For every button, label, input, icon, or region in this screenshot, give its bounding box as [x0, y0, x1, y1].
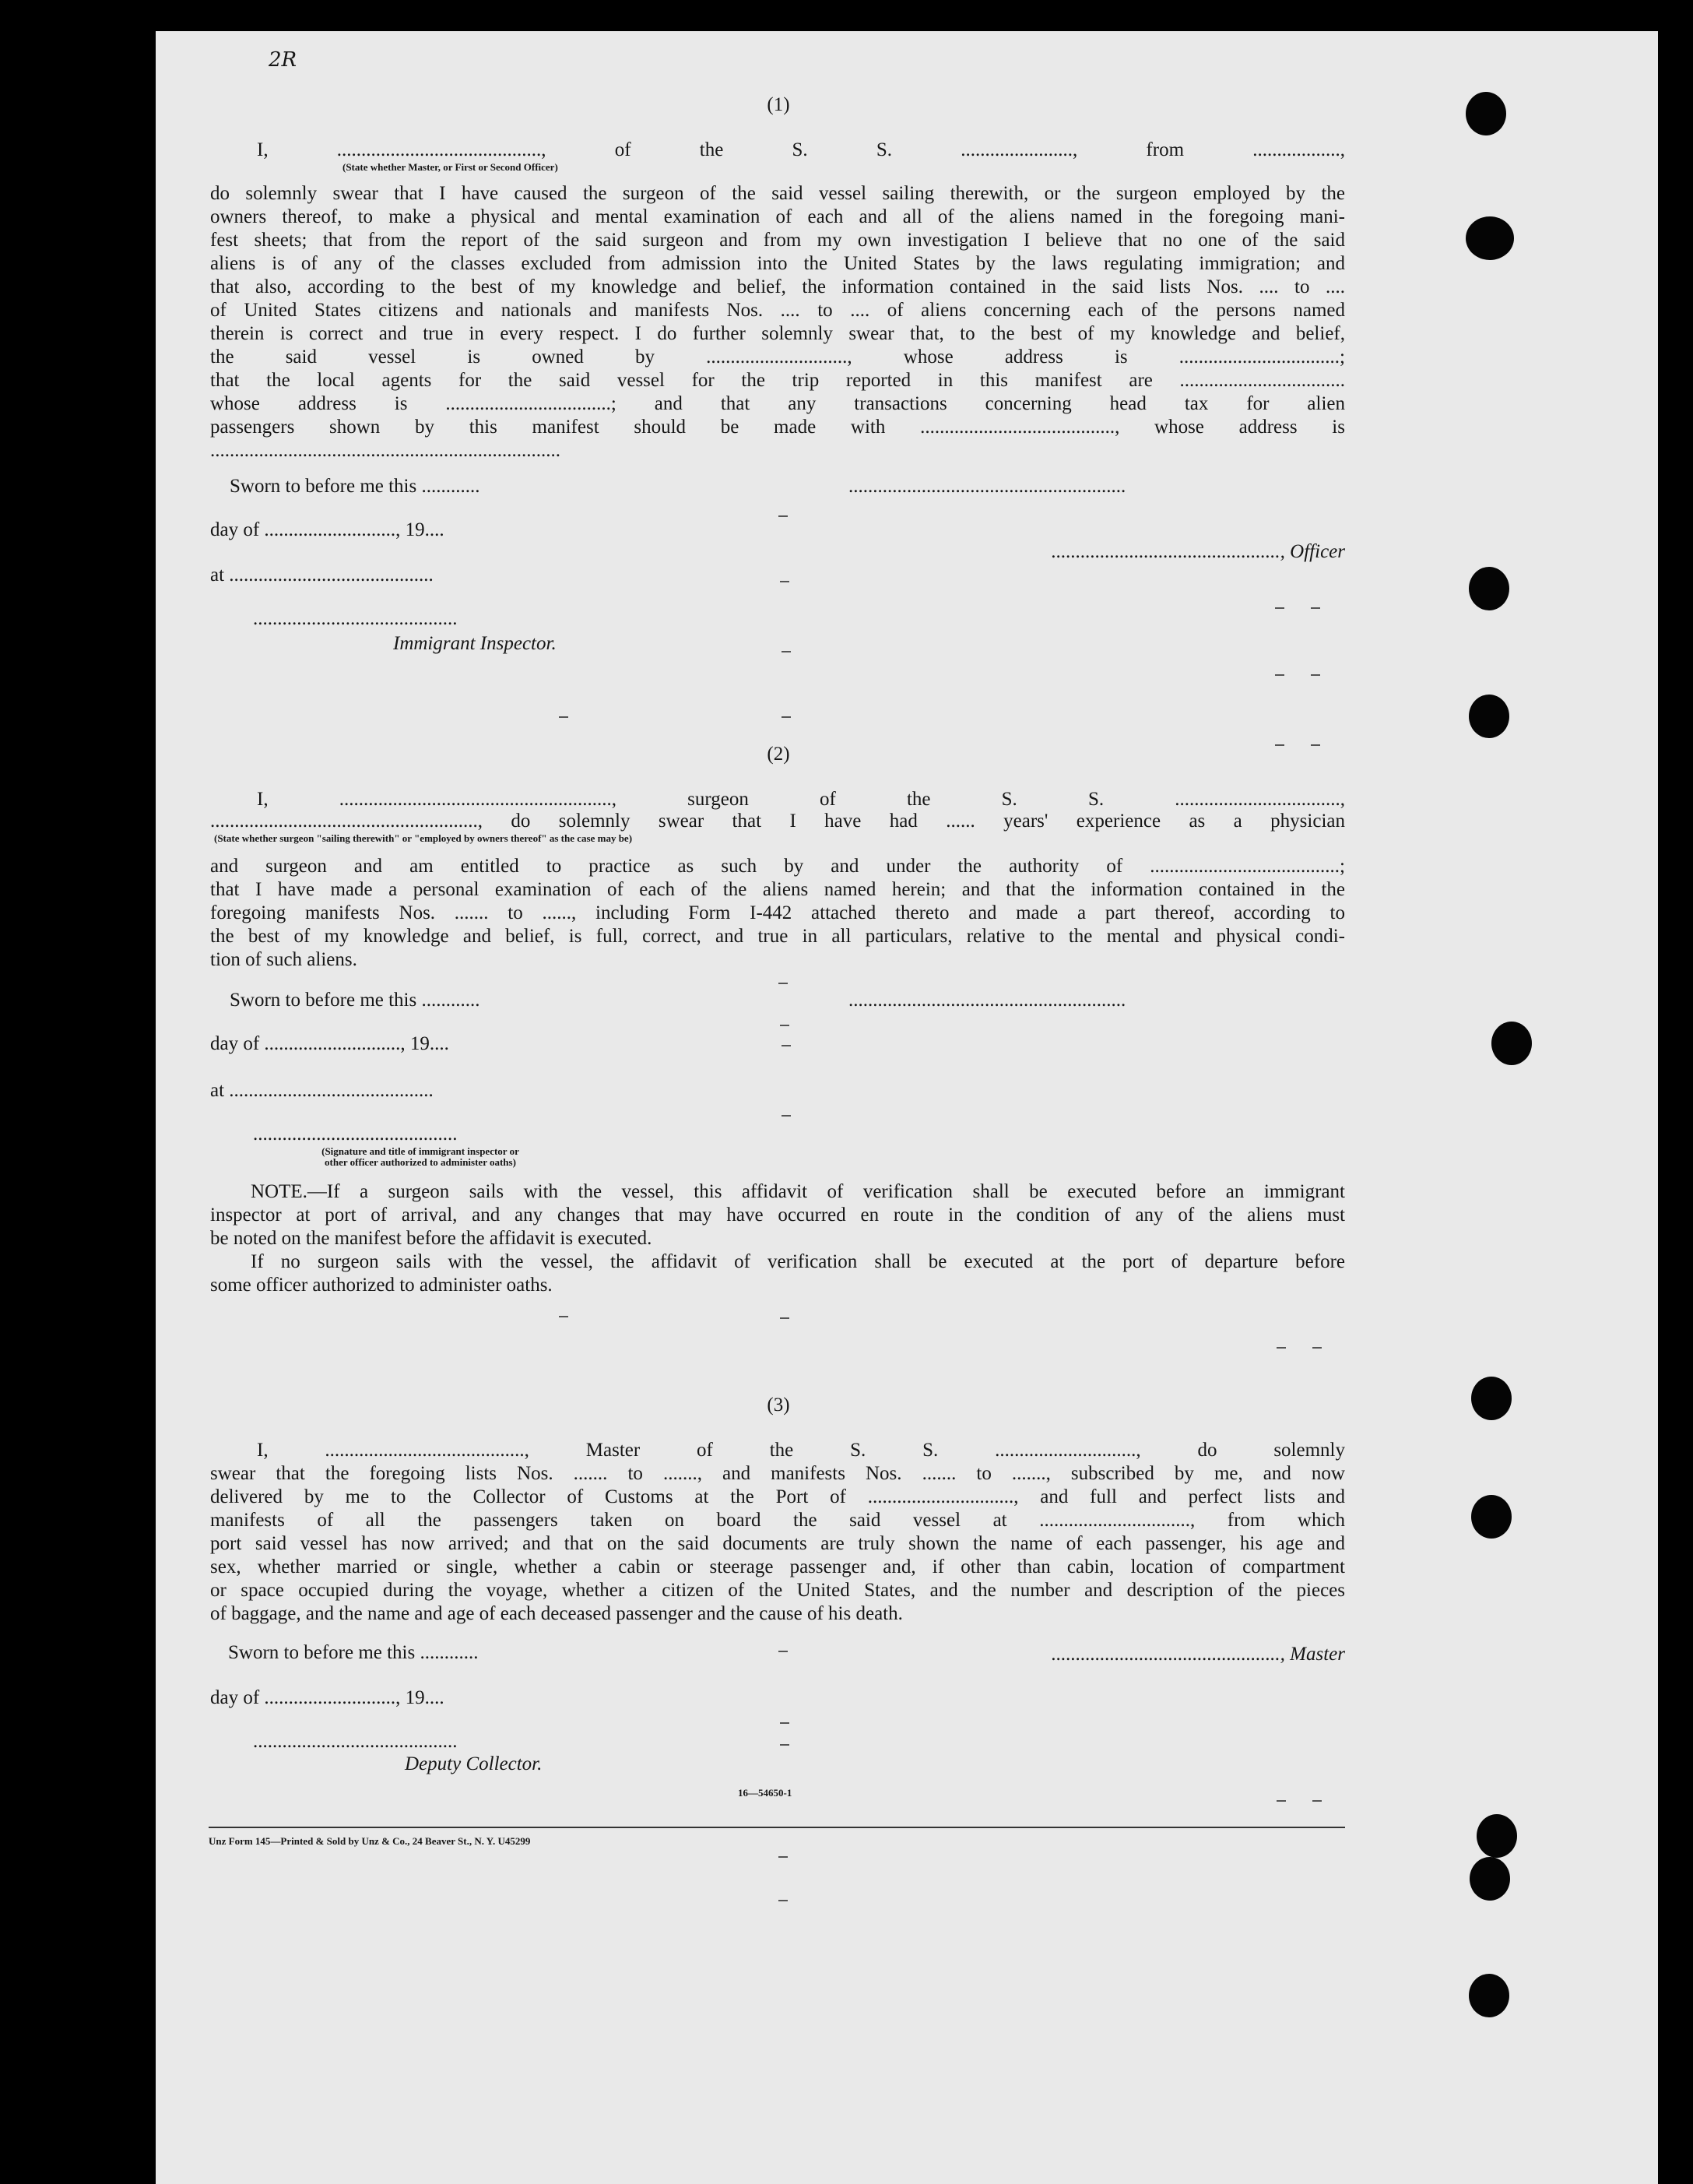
section-2-line1: I, ........................................................, surgeon of the S. S. .................................., [257, 789, 1345, 810]
section-2-sworn: Sworn to before me this ............ [230, 990, 480, 1011]
bleed-mark [1275, 607, 1284, 609]
bleed-mark [1277, 1800, 1286, 1802]
bleed-mark [780, 1722, 789, 1724]
section-3-dayof: day of ..........................., 19.... [210, 1687, 444, 1708]
section-2-signature-dots: .......................................... [253, 1124, 458, 1145]
section-2-at: at .......................................... [210, 1080, 434, 1101]
body-line: foregoing manifests Nos. ....... to ......, including Form I-442 attached thereto and made a part thereof, according to [210, 902, 1345, 923]
punch-hole [1491, 1022, 1532, 1065]
bleed-mark [1311, 607, 1320, 609]
section-1-dayof: day of ..........................., 19.... [210, 519, 444, 540]
deputy-collector-label: Deputy Collector. [405, 1753, 543, 1774]
body-line: do solemnly swear that I have caused the surgeon of the said vessel sailing therewith, or the surgeon employed by the [210, 183, 1345, 204]
body-line: that also, according to the best of my knowledge and belief, the information contained in the said lists Nos. .... to .... [210, 276, 1345, 297]
body-line: therein is correct and true in every respect. I do further solemnly swear that, to the best of my knowledge and belief, [210, 323, 1345, 344]
note-line: inspector at port of arrival, and any changes that may have occurred en route in the condition of any of the aliens must [210, 1205, 1345, 1226]
punch-hole [1477, 1814, 1517, 1858]
section-1-sworn: Sworn to before me this ............ [230, 476, 480, 497]
note-label: NOTE. [251, 1181, 307, 1202]
bleed-mark [1275, 674, 1284, 676]
body-line: owners thereof, to make a physical and mental examination of each and all of the aliens named in the foregoing mani- [210, 206, 1345, 227]
body-line: I, ........................................., Master of the S. S. ............................., do solemnly [257, 1440, 1345, 1461]
body-line: aliens is of any of the classes excluded from admission into the United States by the laws regulating immigration; and [210, 253, 1345, 274]
punch-hole [1469, 567, 1509, 610]
section-2-dayof: day of ............................, 19.... [210, 1033, 449, 1054]
body-line: manifests of all the passengers taken on board the said vessel at ..............................., from which [210, 1510, 1345, 1531]
bleed-mark [780, 1317, 789, 1319]
bleed-mark [1312, 1347, 1322, 1349]
body-line: tion of such aliens. [210, 949, 357, 970]
body-line: swear that the foregoing lists Nos. ....... to ......., and manifests Nos. ....... to ......., subscribed by me, and now [210, 1463, 1345, 1484]
handwritten-mark: 2R [269, 48, 297, 72]
body-line: or space occupied during the voyage, whether a citizen of the United States, and the number and description of the pieces [210, 1580, 1345, 1601]
body-line: that the local agents for the said vessel for the trip reported in this manifest are .................................. [210, 370, 1345, 391]
bleed-mark [778, 515, 788, 517]
bleed-mark [782, 716, 791, 718]
footer-rule [209, 1827, 1345, 1828]
bleed-mark [1311, 744, 1320, 746]
punch-hole [1469, 1974, 1509, 2017]
body-line: that I have made a personal examination of each of the aliens named herein; and that the information contained in the [210, 879, 1345, 900]
body-line: and surgeon and am entitled to practice as such by and under the authority of .......................................; [210, 856, 1345, 877]
section-2-line2: ......................................................., do solemnly swear that I have had ...... years' experience as a physician [210, 811, 1345, 832]
body-line: the said vessel is owned by ............................., whose address is .................................; [210, 346, 1345, 368]
body-line: passengers shown by this manifest should be made with ........................................, whose address is [210, 417, 1345, 438]
bleed-mark [1311, 674, 1320, 676]
note-text: —If a surgeon sails with the vessel, this affidavit of verification shall be executed before an immigrant [307, 1181, 1345, 1202]
body-line: sex, whether married or single, whether a cabin or steerage passenger and, if other than cabin, location of compartment [210, 1556, 1345, 1577]
bleed-mark [782, 1045, 791, 1046]
bleed-mark [778, 1651, 788, 1652]
section-3-body [210, 1439, 1345, 1626]
punch-hole [1469, 695, 1509, 738]
signature-title-note-2: other officer authorized to administer oaths) [325, 1156, 516, 1168]
form-code: 16—54650-1 [738, 1787, 792, 1799]
immigrant-inspector-label: Immigrant Inspector. [393, 633, 557, 654]
body-line: of United States citizens and nationals and manifests Nos. .... to .... of aliens concerning each of the persons named [210, 300, 1345, 321]
bleed-mark [778, 1900, 788, 1901]
note-line: If no surgeon sails with the vessel, the affidavit of verification shall be executed at the port of departure before [251, 1251, 1345, 1272]
bleed-mark [559, 1316, 568, 1317]
bleed-mark [780, 581, 789, 582]
punch-hole [1470, 1857, 1510, 1901]
bleed-mark [780, 1025, 789, 1026]
bleed-mark [1277, 1347, 1286, 1349]
body-line: the best of my knowledge and belief, is full, correct, and true in all particulars, relative to the mental and physical condi- [210, 926, 1345, 947]
bleed-mark [782, 1115, 791, 1117]
punch-hole [1466, 216, 1514, 260]
section-1-at: at .......................................... [210, 564, 434, 586]
note-line [210, 1180, 1345, 1204]
section-1-number: (1) [767, 94, 790, 115]
section-1-right-signature: ......................................................... [848, 476, 1126, 497]
body-line: ........................................................................ [210, 440, 560, 461]
punch-hole [1471, 1495, 1512, 1539]
section-2-right-signature: ......................................................... [848, 990, 1126, 1011]
bleed-mark [778, 983, 788, 984]
surgeon-note: (State whether surgeon "sailing therewith" or "employed by owners thereof" as the case may be) [214, 832, 633, 844]
body-line: of baggage, and the name and age of each deceased passenger and the cause of his death. [210, 1603, 903, 1624]
section-1-body [210, 182, 1345, 462]
officer-note: (State whether Master, or First or Second Officer) [342, 161, 558, 173]
body-line: port said vessel has now arrived; and that on the said documents are truly shown the name of each passenger, his age and [210, 1533, 1345, 1554]
bleed-mark [780, 1744, 789, 1746]
note-line: some officer authorized to administer oaths. [210, 1275, 553, 1296]
footer-imprint: Unz Form 145—Printed & Sold by Unz & Co., 24 Beaver St., N. Y. U45299 [209, 1835, 531, 1847]
bleed-mark [778, 1856, 788, 1858]
bleed-mark [782, 651, 791, 652]
note-line: be noted on the manifest before the affidavit is executed. [210, 1228, 652, 1249]
officer-signature-line: ..............................................., Officer [1051, 541, 1345, 562]
body-line: delivered by me to the Collector of Customs at the Port of .............................., and full and perfect lists and [210, 1486, 1345, 1507]
signature-title-note-1: (Signature and title of immigrant inspector or [321, 1145, 519, 1157]
section-2-body [210, 855, 1345, 972]
bleed-mark [1275, 744, 1284, 746]
section-1-line1: I, .........................................., of the S. S. ......................., from .................., [257, 139, 1345, 160]
verification-note [210, 1180, 1345, 1297]
bleed-mark [1312, 1800, 1322, 1802]
section-3-collector-dots: .......................................... [253, 1731, 458, 1752]
punch-hole [1471, 1377, 1512, 1420]
section-3-sworn: Sworn to before me this ............ [228, 1642, 479, 1663]
section-1-inspector-dots: .......................................... [253, 608, 458, 629]
section-2-number: (2) [767, 744, 790, 765]
body-line: fest sheets; that from the report of the said surgeon and from my own investigation I believe that no one of the said [210, 230, 1345, 251]
punch-hole [1466, 92, 1506, 135]
section-3-number: (3) [767, 1394, 790, 1416]
bleed-mark [559, 716, 568, 718]
body-line: whose address is ..................................; and that any transactions concerning head tax for alien [210, 393, 1345, 414]
master-signature-line: ..............................................., Master [1051, 1644, 1345, 1665]
